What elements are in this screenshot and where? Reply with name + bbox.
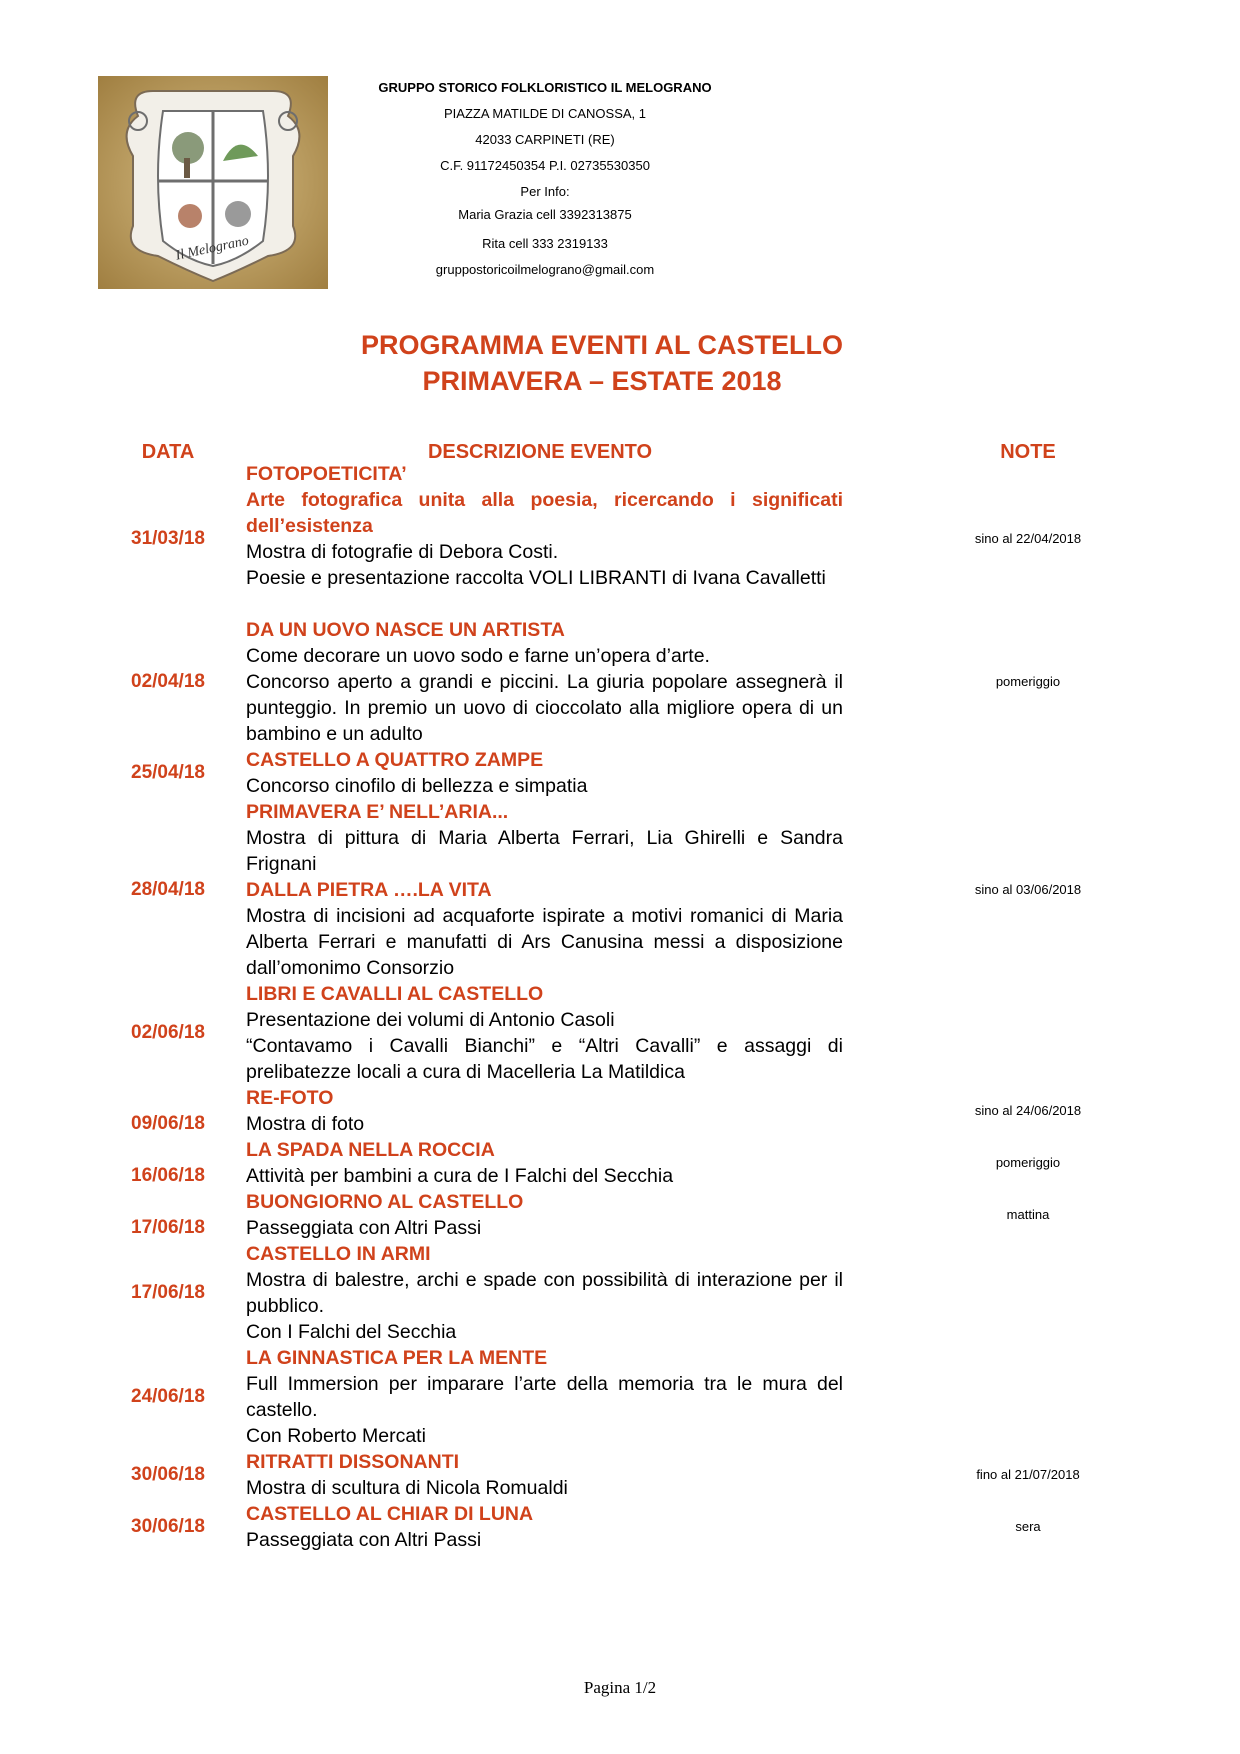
event-line: Passeggiata con Altri Passi bbox=[246, 1529, 482, 1551]
event-line: Attività per bambini a cura de I Falchi del Secchia bbox=[246, 1165, 674, 1187]
event-date: 25/04/18 bbox=[131, 762, 205, 783]
email-link[interactable]: gruppostoricoilmelograno@gmail.com bbox=[435, 262, 655, 277]
event-description bbox=[246, 1189, 843, 1241]
org-city: 42033 CARPINETI (RE) bbox=[475, 132, 615, 147]
contact-maria-grazia: Maria Grazia cell 3392313875 bbox=[458, 207, 632, 222]
event-title: LIBRI E CAVALLI AL CASTELLO bbox=[246, 983, 544, 1005]
event-note: sino al 24/06/2018 bbox=[974, 1103, 1082, 1118]
column-header-date: DATA bbox=[141, 441, 195, 463]
event-line: Concorso cinofilo di bellezza e simpatia bbox=[246, 775, 588, 797]
svg-text:Il Melograno: Il Melograno bbox=[174, 233, 251, 264]
event-note: pomeriggio bbox=[995, 1155, 1061, 1170]
event-line: “Contavamo i Cavalli Bianchi” e “Altri Cavalli” e assaggi di prelibatezze locali a cura di Macelleria La Matildica bbox=[246, 1035, 843, 1083]
page-number: Pagina 1/2 bbox=[583, 1678, 657, 1697]
event-line: Passeggiata con Altri Passi bbox=[246, 1217, 482, 1239]
column-header-note: NOTE bbox=[1000, 441, 1056, 463]
event-note: mattina bbox=[1006, 1207, 1050, 1222]
event-date: 17/06/18 bbox=[131, 1282, 205, 1303]
event-date: 16/06/18 bbox=[131, 1165, 205, 1186]
page-title: PROGRAMMA EVENTI AL CASTELLO bbox=[360, 330, 843, 360]
info-label: Per Info: bbox=[520, 184, 570, 199]
event-line: Mostra di incisioni ad acquaforte ispirate a motivi romanici di Maria Alberta Ferrari e manufatti di Ars Canusina messi a disposizione dall’omonimo Consorzio bbox=[246, 905, 843, 979]
event-line: Presentazione dei volumi di Antonio Casoli bbox=[246, 1009, 615, 1031]
event-description bbox=[246, 1241, 843, 1345]
event-title: CASTELLO A QUATTRO ZAMPE bbox=[246, 749, 544, 771]
event-date: 28/04/18 bbox=[131, 879, 205, 900]
event-title: CASTELLO IN ARMI bbox=[246, 1243, 431, 1265]
event-line: Concorso aperto a grandi e piccini. La giuria popolare assegnerà il punteggio. In premio un uovo di cioccolato alla migliore opera di un bambino e un adulto bbox=[246, 671, 843, 745]
event-title: DA UN UOVO NASCE UN ARTISTA bbox=[246, 619, 565, 641]
event-line: Poesie e presentazione raccolta VOLI LIBRANTI di Ivana Cavalletti bbox=[246, 567, 826, 589]
logo bbox=[98, 76, 328, 289]
event-title: BUONGIORNO AL CASTELLO bbox=[246, 1191, 524, 1213]
org-address: PIAZZA MATILDE DI CANOSSA, 1 bbox=[443, 106, 647, 121]
event-note: sera bbox=[1015, 1519, 1041, 1534]
event-title: PRIMAVERA E’ NELL’ARIA... bbox=[246, 801, 509, 823]
event-description bbox=[246, 799, 843, 981]
logo-crest-icon bbox=[98, 76, 328, 289]
event-line: Mostra di pittura di Maria Alberta Ferrari, Lia Ghirelli e Sandra Frignani bbox=[246, 827, 843, 875]
event-title: RITRATTI DISSONANTI bbox=[246, 1451, 460, 1473]
event-title-secondary: DALLA PIETRA ….LA VITA bbox=[246, 879, 492, 901]
event-line: Mostra di balestre, archi e spade con possibilità di interazione per il pubblico. bbox=[246, 1269, 843, 1317]
event-note: sino al 03/06/2018 bbox=[974, 882, 1082, 897]
event-date: 30/06/18 bbox=[131, 1464, 205, 1485]
event-note: sino al 22/04/2018 bbox=[974, 531, 1082, 546]
event-description bbox=[246, 1137, 843, 1189]
event-line: Mostra di fotografie di Debora Costi. bbox=[246, 541, 559, 563]
event-title: LA SPADA NELLA ROCCIA bbox=[246, 1139, 495, 1161]
event-line: Con I Falchi del Secchia bbox=[246, 1321, 457, 1343]
event-date: 24/06/18 bbox=[131, 1386, 205, 1407]
event-title: FOTOPOETICITA’ bbox=[246, 463, 407, 485]
org-fiscal-codes: C.F. 91172450354 P.I. 02735530350 bbox=[440, 158, 650, 173]
event-description bbox=[246, 1449, 843, 1501]
event-line: Con Roberto Mercati bbox=[246, 1425, 426, 1447]
event-description bbox=[246, 617, 843, 747]
event-note: pomeriggio bbox=[995, 674, 1061, 689]
event-note: fino al 21/07/2018 bbox=[976, 1467, 1080, 1482]
event-date: 02/06/18 bbox=[131, 1022, 205, 1043]
event-date: 09/06/18 bbox=[131, 1113, 205, 1134]
event-date: 30/06/18 bbox=[131, 1516, 205, 1537]
event-description bbox=[246, 747, 843, 799]
event-title: LA GINNASTICA PER LA MENTE bbox=[246, 1347, 548, 1369]
event-line: Full Immersion per imparare l’arte della memoria tra le mura del castello. bbox=[246, 1373, 843, 1421]
event-description bbox=[246, 1085, 843, 1137]
event-description bbox=[246, 1501, 843, 1553]
event-title: RE-FOTO bbox=[246, 1087, 334, 1109]
event-line: Come decorare un uovo sodo e farne un’opera d’arte. bbox=[246, 645, 710, 667]
event-line: Mostra di scultura di Nicola Romualdi bbox=[246, 1477, 568, 1499]
event-subtitle: Arte fotografica unita alla poesia, ricercando i significati dell’esistenza bbox=[246, 489, 843, 537]
column-header-description: DESCRIZIONE EVENTO bbox=[427, 441, 653, 463]
page-subtitle: PRIMAVERA – ESTATE 2018 bbox=[422, 366, 782, 396]
event-date: 02/04/18 bbox=[131, 671, 205, 692]
event-title: CASTELLO AL CHIAR DI LUNA bbox=[246, 1503, 534, 1525]
event-date: 31/03/18 bbox=[131, 528, 205, 549]
event-description bbox=[246, 461, 843, 591]
org-name: GRUPPO STORICO FOLKLORISTICO IL MELOGRANO bbox=[378, 80, 712, 95]
event-description bbox=[246, 981, 843, 1085]
event-line: Mostra di foto bbox=[246, 1113, 365, 1135]
event-description bbox=[246, 1345, 843, 1449]
contact-rita: Rita cell 333 2319133 bbox=[482, 236, 608, 251]
event-date: 17/06/18 bbox=[131, 1217, 205, 1238]
